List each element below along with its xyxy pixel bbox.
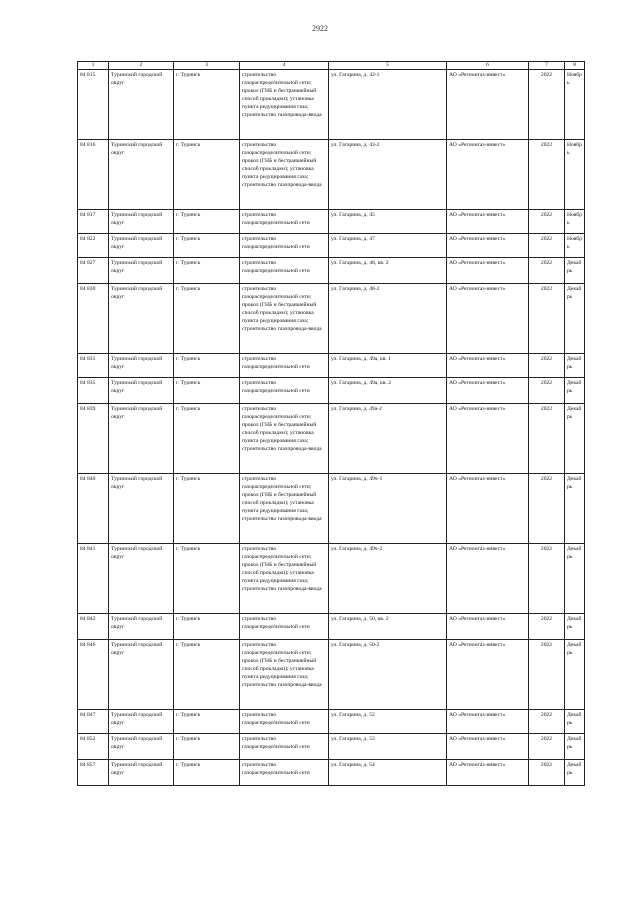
column-header: 1	[78, 62, 109, 70]
organization-cell: АО «Регионгаз-инвест»	[447, 140, 529, 210]
month-cell: Декабрь	[565, 710, 585, 734]
month-cell: Ноябрь	[565, 70, 585, 140]
table-row	[78, 284, 585, 354]
work-type-cell: строительство газораспределительной сети	[240, 234, 329, 258]
table-row	[78, 70, 585, 140]
month-cell: Ноябрь	[565, 234, 585, 258]
month-cell: Декабрь	[565, 404, 585, 474]
address-cell: ул. Гагарина, д. 48, кв. 2	[329, 258, 447, 284]
table-row	[78, 760, 585, 786]
year-cell: 2022	[529, 544, 565, 614]
year-cell: 2022	[529, 710, 565, 734]
settlement-cell: г. Туринск	[174, 734, 240, 760]
address-cell: ул. Гагарина, д. 49а-2	[329, 404, 447, 474]
month-cell: Декабрь	[565, 614, 585, 640]
municipality-cell: Туринский городской округ	[109, 544, 174, 614]
month-cell: Декабрь	[565, 640, 585, 710]
column-number-row	[78, 62, 585, 70]
work-type-cell: строительство газораспределительной сети; прокол (ГНБ и бестраншейный способ прокладки); установка пункта редуцирования газа; строительство газопровода-ввода	[240, 544, 329, 614]
table-row	[78, 544, 585, 614]
row-number-cell: 84 835	[78, 378, 109, 404]
municipality-cell: Туринский городской округ	[109, 710, 174, 734]
work-type-cell: строительство газораспределительной сети	[240, 614, 329, 640]
organization-cell: АО «Регионгаз-инвест»	[447, 760, 529, 786]
municipality-cell: Туринский городской округ	[109, 234, 174, 258]
settlement-cell: г. Туринск	[174, 474, 240, 544]
municipality-cell: Туринский городской округ	[109, 210, 174, 234]
table-row	[78, 234, 585, 258]
address-cell: ул. Гагарина, д. 49а, кв. 1	[329, 354, 447, 378]
settlement-cell: г. Туринск	[174, 70, 240, 140]
table-row	[78, 614, 585, 640]
municipality-cell: Туринский городской округ	[109, 378, 174, 404]
address-cell: ул. Гагарина, д. 43-1	[329, 70, 447, 140]
work-type-cell: строительство газораспределительной сети; прокол (ГНБ и бестраншейный способ прокладки); установка пункта редуцирования газа; строительство газопровода-ввода	[240, 70, 329, 140]
row-number-cell: 84 831	[78, 354, 109, 378]
row-number-cell: 84 846	[78, 640, 109, 710]
work-type-cell: строительство газораспределительной сети	[240, 210, 329, 234]
municipality-cell: Туринский городской округ	[109, 474, 174, 544]
column-header: 3	[174, 62, 240, 70]
address-cell: ул. Гагарина, д. 50-2	[329, 640, 447, 710]
row-number-cell: 84 815	[78, 70, 109, 140]
organization-cell: АО «Регионгаз-инвест»	[447, 378, 529, 404]
column-header: 8	[565, 62, 585, 70]
address-cell: ул. Гагарина, д. 47	[329, 234, 447, 258]
address-cell: ул. Гагарина, д. 45	[329, 210, 447, 234]
settlement-cell: г. Туринск	[174, 258, 240, 284]
row-number-cell: 84 840	[78, 474, 109, 544]
month-cell: Декабрь	[565, 354, 585, 378]
year-cell: 2022	[529, 734, 565, 760]
column-header: 2	[109, 62, 174, 70]
row-number-cell: 84 839	[78, 404, 109, 474]
work-type-cell: строительство газораспределительной сети	[240, 734, 329, 760]
row-number-cell: 84 830	[78, 284, 109, 354]
row-number-cell: 84 842	[78, 614, 109, 640]
municipality-cell: Туринский городской округ	[109, 258, 174, 284]
address-cell: ул. Гагарина, д. 49а, кв. 2	[329, 378, 447, 404]
work-type-cell: строительство газораспределительной сети; прокол (ГНБ и бестраншейный способ прокладки); установка пункта редуцирования газа; строительство газопровода-ввода	[240, 640, 329, 710]
settlement-cell: г. Туринск	[174, 210, 240, 234]
organization-cell: АО «Регионгаз-инвест»	[447, 474, 529, 544]
table-row	[78, 734, 585, 760]
row-number-cell: 84 817	[78, 210, 109, 234]
settlement-cell: г. Туринск	[174, 710, 240, 734]
year-cell: 2022	[529, 234, 565, 258]
row-number-cell: 84 852	[78, 734, 109, 760]
table-row	[78, 404, 585, 474]
page-number: 2922	[312, 24, 328, 33]
organization-cell: АО «Регионгаз-инвест»	[447, 734, 529, 760]
row-number-cell: 84 816	[78, 140, 109, 210]
organization-cell: АО «Регионгаз-инвест»	[447, 614, 529, 640]
organization-cell: АО «Регионгаз-инвест»	[447, 404, 529, 474]
work-type-cell: строительство газораспределительной сети	[240, 258, 329, 284]
table-row	[78, 354, 585, 378]
month-cell: Ноябрь	[565, 140, 585, 210]
municipality-cell: Туринский городской округ	[109, 640, 174, 710]
row-number-cell: 84 841	[78, 544, 109, 614]
address-cell: ул. Гагарина, д. 53	[329, 734, 447, 760]
year-cell: 2022	[529, 404, 565, 474]
month-cell: Декабрь	[565, 474, 585, 544]
table-row	[78, 210, 585, 234]
municipality-cell: Туринский городской округ	[109, 734, 174, 760]
address-cell: ул. Гагарина, д. 54	[329, 760, 447, 786]
year-cell: 2022	[529, 70, 565, 140]
work-type-cell: строительство газораспределительной сети; прокол (ГНБ и бестраншейный способ прокладки); установка пункта редуцирования газа; строительство газопровода-ввода	[240, 474, 329, 544]
settlement-cell: г. Туринск	[174, 378, 240, 404]
municipality-cell: Туринский городской округ	[109, 404, 174, 474]
year-cell: 2022	[529, 760, 565, 786]
settlement-cell: г. Туринск	[174, 760, 240, 786]
settlement-cell: г. Туринск	[174, 614, 240, 640]
work-type-cell: строительство газораспределительной сети	[240, 378, 329, 404]
table-row	[78, 140, 585, 210]
column-header: 6	[447, 62, 529, 70]
gasification-register-table	[77, 61, 585, 786]
address-cell: ул. Гагарина, д. 49ч-2	[329, 544, 447, 614]
year-cell: 2022	[529, 378, 565, 404]
table-row	[78, 378, 585, 404]
municipality-cell: Туринский городской округ	[109, 614, 174, 640]
settlement-cell: г. Туринск	[174, 404, 240, 474]
column-header: 4	[240, 62, 329, 70]
organization-cell: АО «Регионгаз-инвест»	[447, 710, 529, 734]
month-cell: Декабрь	[565, 378, 585, 404]
municipality-cell: Туринский городской округ	[109, 70, 174, 140]
year-cell: 2022	[529, 354, 565, 378]
month-cell: Ноябрь	[565, 210, 585, 234]
organization-cell: АО «Регионгаз-инвест»	[447, 354, 529, 378]
table-row	[78, 710, 585, 734]
work-type-cell: строительство газораспределительной сети; прокол (ГНБ и бестраншейный способ прокладки); установка пункта редуцирования газа; строительство газопровода-ввода	[240, 140, 329, 210]
organization-cell: АО «Регионгаз-инвест»	[447, 234, 529, 258]
year-cell: 2022	[529, 640, 565, 710]
month-cell: Декабрь	[565, 544, 585, 614]
row-number-cell: 84 822	[78, 234, 109, 258]
settlement-cell: г. Туринск	[174, 140, 240, 210]
address-cell: ул. Гагарина, д. 52	[329, 710, 447, 734]
work-type-cell: строительство газораспределительной сети; прокол (ГНБ и бестраншейный способ прокладки); установка пункта редуцирования газа; строительство газопровода-ввода	[240, 284, 329, 354]
column-header: 7	[529, 62, 565, 70]
address-cell: ул. Гагарина, д. 48-2	[329, 284, 447, 354]
year-cell: 2022	[529, 140, 565, 210]
organization-cell: АО «Регионгаз-инвест»	[447, 70, 529, 140]
settlement-cell: г. Туринск	[174, 284, 240, 354]
settlement-cell: г. Туринск	[174, 234, 240, 258]
column-header: 5	[329, 62, 447, 70]
organization-cell: АО «Регионгаз-инвест»	[447, 640, 529, 710]
address-cell: ул. Гагарина, д. 50, кв. 2	[329, 614, 447, 640]
settlement-cell: г. Туринск	[174, 544, 240, 614]
row-number-cell: 84 827	[78, 258, 109, 284]
work-type-cell: строительство газораспределительной сети; прокол (ГНБ и бестраншейный способ прокладки); установка пункта редуцирования газа; строительство газопровода-ввода	[240, 404, 329, 474]
address-cell: ул. Гагарина, д. 49ч-1	[329, 474, 447, 544]
year-cell: 2022	[529, 258, 565, 284]
organization-cell: АО «Регионгаз-инвест»	[447, 544, 529, 614]
month-cell: Декабрь	[565, 734, 585, 760]
work-type-cell: строительство газораспределительной сети	[240, 354, 329, 378]
year-cell: 2022	[529, 614, 565, 640]
year-cell: 2022	[529, 284, 565, 354]
row-number-cell: 84 857	[78, 760, 109, 786]
address-cell: ул. Гагарина, д. 43-2	[329, 140, 447, 210]
settlement-cell: г. Туринск	[174, 640, 240, 710]
settlement-cell: г. Туринск	[174, 354, 240, 378]
organization-cell: АО «Регионгаз-инвест»	[447, 284, 529, 354]
municipality-cell: Туринский городской округ	[109, 354, 174, 378]
work-type-cell: строительство газораспределительной сети	[240, 760, 329, 786]
organization-cell: АО «Регионгаз-инвест»	[447, 210, 529, 234]
year-cell: 2022	[529, 210, 565, 234]
month-cell: Декабрь	[565, 760, 585, 786]
row-number-cell: 84 847	[78, 710, 109, 734]
table-row	[78, 640, 585, 710]
municipality-cell: Туринский городской округ	[109, 760, 174, 786]
municipality-cell: Туринский городской округ	[109, 284, 174, 354]
month-cell: Декабрь	[565, 258, 585, 284]
work-type-cell: строительство газораспределительной сети	[240, 710, 329, 734]
table-row	[78, 474, 585, 544]
municipality-cell: Туринский городской округ	[109, 140, 174, 210]
table-row	[78, 258, 585, 284]
organization-cell: АО «Регионгаз-инвест»	[447, 258, 529, 284]
month-cell: Декабрь	[565, 284, 585, 354]
year-cell: 2022	[529, 474, 565, 544]
